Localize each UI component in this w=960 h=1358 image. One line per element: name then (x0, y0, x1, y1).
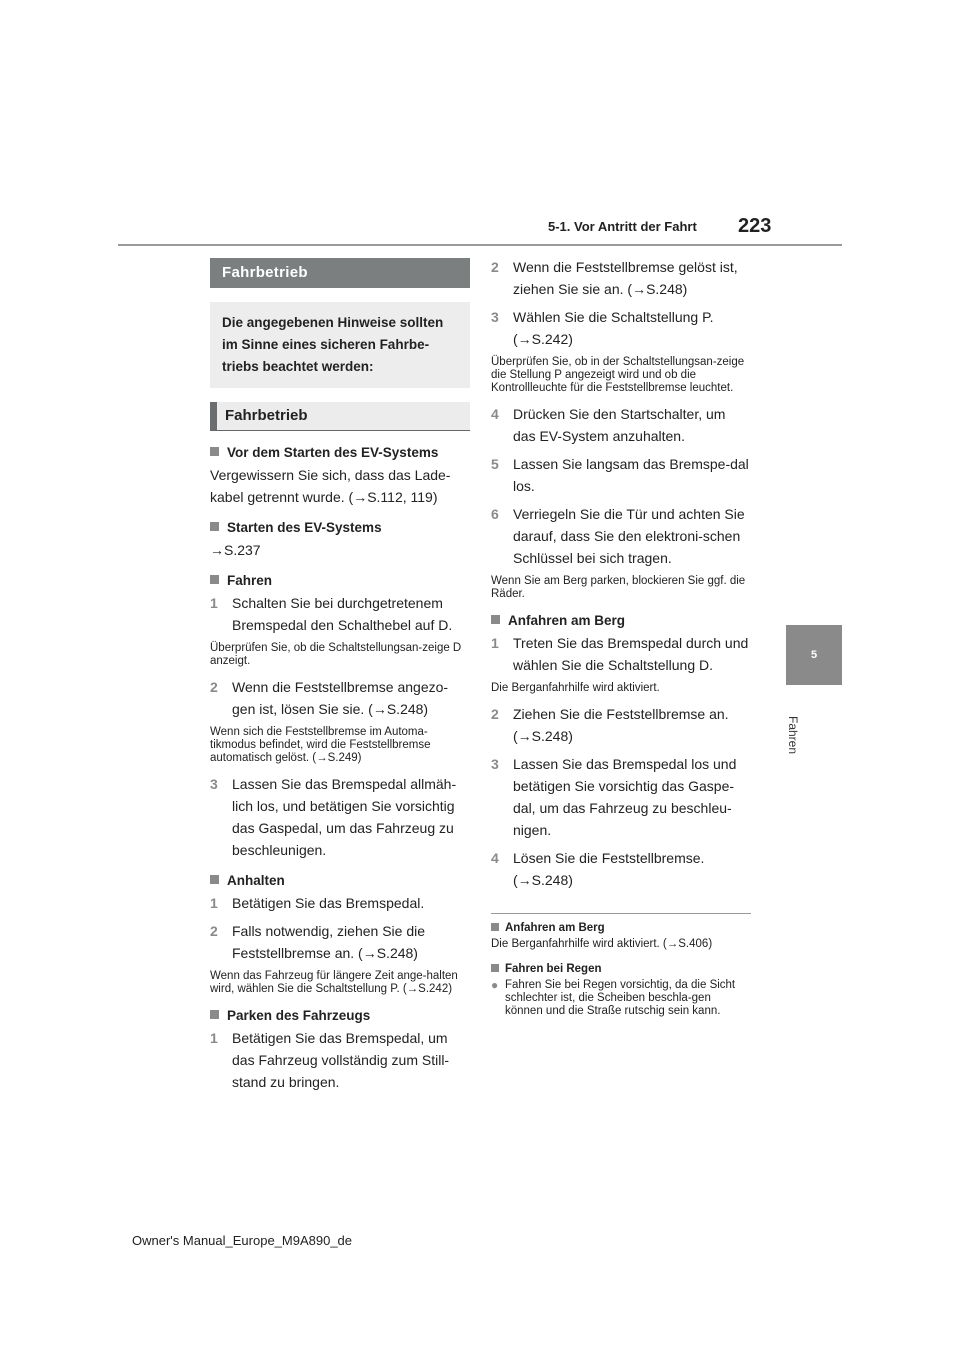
heading-ev-starting: Starten des EV-Systems (210, 520, 470, 535)
left-column (210, 258, 470, 1099)
circle-bullet-icon: ● (491, 978, 499, 992)
note-text: Überprüfen Sie, ob in der Schaltstellungsan-zeige die Stellung P angezeigt wird und ob die Kontrollleuchte für die Feststellbremse leuchtet. (491, 356, 745, 394)
list-item: 3 Wählen Sie die Schaltstellung P. (→S.242) (491, 309, 714, 347)
info-text: Die Berganfahrhilfe wird aktiviert. (→S.406) (491, 938, 713, 950)
right-column (491, 256, 751, 1022)
list-item: 1 Betätigen Sie das Bremspedal. (210, 895, 425, 911)
chapter-tab[interactable]: 5 (786, 625, 842, 685)
intro-line: Die angegebenen Hinweise sollten (222, 315, 444, 330)
subsection-bar: Fahrbetrieb (210, 402, 470, 430)
header-rule (118, 244, 842, 246)
heading-ev-start: Vor dem Starten des EV-Systems (210, 445, 470, 460)
list-item: 3 Lassen Sie das Bremspedal allmäh-lich los, und betätigen Sie vorsichtig das Gaspedal, um das Fahrzeug zu beschleunigen. (210, 776, 457, 858)
list-item: 2 Ziehen Sie die Feststellbremse an. (→S.248) (491, 706, 729, 744)
list-item: 5 Lassen Sie langsam das Bremspe-dal los. (491, 456, 749, 494)
square-bullet-icon (491, 923, 499, 931)
heading-fahren: Fahren (210, 573, 470, 588)
heading-anhalten: Anhalten (210, 873, 470, 888)
square-bullet-icon (210, 575, 219, 584)
heading-anfahren-berg: Anfahren am Berg (491, 613, 751, 628)
note-text: Wenn sich die Feststellbremse im Automa-tikmodus befindet, wird die Feststellbremse automatisch gelöst. (→S.249) (210, 726, 431, 764)
list-item: 1 Treten Sie das Bremspedal durch und wählen Sie die Schaltstellung D. (491, 635, 749, 673)
note-text: Überprüfen Sie, ob die Schaltstellungsan-zeige D anzeigt. (210, 642, 462, 667)
note-text: Die Berganfahrhilfe wird aktiviert. (491, 682, 660, 694)
list-item: 6 Verriegeln Sie die Tür und achten Sie darauf, dass Sie den elektroni-schen Schlüssel bei sich tragen. (491, 506, 745, 566)
heading-parken: Parken des Fahrzeugs (210, 1008, 470, 1023)
footer-text: Owner's Manual_Europe_M9A890_de (132, 1233, 353, 1248)
page-reference[interactable]: →S.237 (210, 542, 261, 558)
section-banner: Fahrbetrieb (210, 258, 470, 288)
chapter-title: Fahren (786, 716, 800, 755)
paragraph: Vergewissern Sie sich, dass das Lade- kabel getrennt wurde. (→S.112, 119) (210, 467, 451, 505)
note-text: Wenn Sie am Berg parken, blockieren Sie ggf. die Räder. (491, 575, 746, 600)
section-title: 5-1. Vor Antritt der Fahrt (548, 219, 697, 234)
intro-line: triebs beachtet werden: (222, 359, 374, 374)
subsection-rule (210, 430, 470, 431)
info-divider (491, 913, 751, 914)
list-item: 1 Betätigen Sie das Bremspedal, um das Fahrzeug vollständig zum Still-stand zu bringen. (210, 1030, 450, 1090)
list-item: 3 Lassen Sie das Bremspedal los und betätigen Sie vorsichtig das Gaspe-dal, um das Fahrzeug zu beschleu-nigen. (491, 756, 737, 838)
note-text: Wenn das Fahrzeug für längere Zeit ange-halten wird, wählen Sie die Schaltstellung P. (→S.242) (210, 970, 458, 995)
list-item: 4 Lösen Sie die Feststellbremse. (→S.248) (491, 850, 705, 888)
square-bullet-icon (491, 964, 499, 972)
list-item: 2 Wenn die Feststellbremse gelöst ist, ziehen Sie sie an. (→S.248) (491, 259, 738, 297)
square-bullet-icon (210, 522, 219, 531)
intro-line: im Sinne eines sicheren Fahrbe- (222, 337, 430, 352)
square-bullet-icon (210, 1010, 219, 1019)
info-heading: Fahren bei Regen (491, 963, 751, 975)
list-item: 2 Wenn die Feststellbremse angezo-gen ist, lösen Sie sie. (→S.248) (210, 679, 449, 717)
list-item: 1 Schalten Sie bei durchgetretenem Bremspedal den Schalthebel auf D. (210, 595, 453, 633)
square-bullet-icon (210, 447, 219, 456)
list-item: 2 Falls notwendig, ziehen Sie die Feststellbremse an. (→S.248) (210, 923, 426, 961)
info-bullet: ● Fahren Sie bei Regen vorsichtig, da die Sicht schlechter ist, die Scheiben beschla-gen können und die Straße rutschig sein kann. (491, 978, 736, 1017)
page-number: 223 (738, 215, 772, 237)
intro-box (210, 302, 470, 388)
square-bullet-icon (210, 875, 219, 884)
list-item: 4 Drücken Sie den Startschalter, um das EV-System anzuhalten. (491, 406, 726, 444)
info-heading: Anfahren am Berg (491, 922, 751, 934)
square-bullet-icon (491, 615, 500, 624)
